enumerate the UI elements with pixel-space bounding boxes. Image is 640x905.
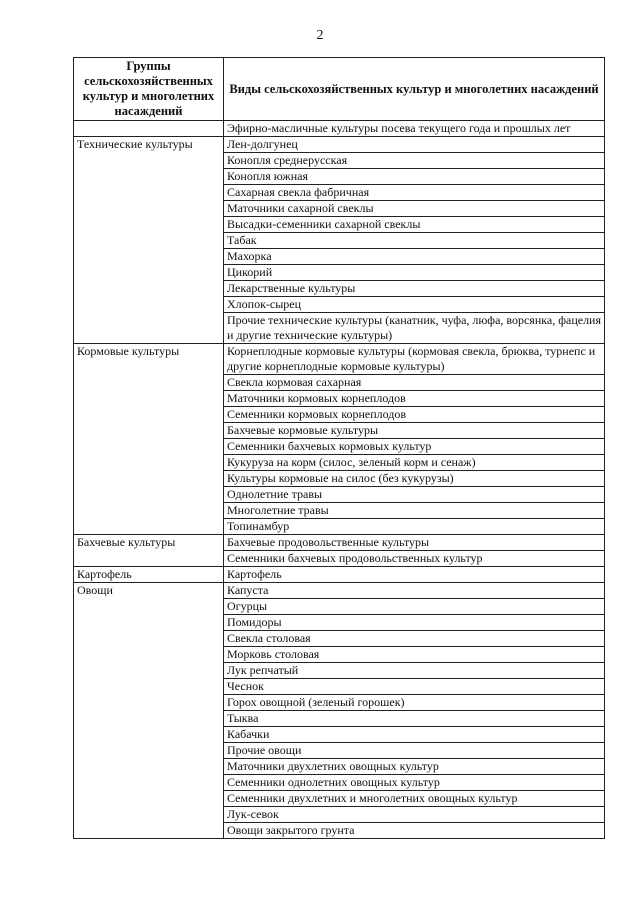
crop-kind-cell: Маточники двухлетних овощных культур	[224, 759, 605, 775]
table-row	[74, 185, 605, 201]
group-cell	[74, 297, 224, 313]
crop-kind-cell: Однолетние травы	[224, 487, 605, 503]
crop-kind-cell: Конопля южная	[224, 169, 605, 185]
table-row	[74, 535, 605, 551]
group-cell	[74, 169, 224, 185]
group-cell	[74, 423, 224, 439]
crop-kind-cell: Семенники бахчевых продовольственных культур	[224, 551, 605, 567]
crop-kind-cell: Конопля среднерусская	[224, 153, 605, 169]
table-row	[74, 519, 605, 535]
table-row	[74, 727, 605, 743]
table-body	[74, 121, 605, 839]
crop-kind-cell: Махорка	[224, 249, 605, 265]
group-cell: Картофель	[74, 567, 224, 583]
crop-kind-cell: Семенники однолетних овощных культур	[224, 775, 605, 791]
crop-kind-cell: Сахарная свекла фабричная	[224, 185, 605, 201]
group-cell	[74, 375, 224, 391]
crop-kind-cell: Высадки-семенники сахарной свеклы	[224, 217, 605, 233]
crop-kind-cell: Кукуруза на корм (силос, зеленый корм и сенаж)	[224, 455, 605, 471]
group-cell	[74, 217, 224, 233]
group-cell	[74, 743, 224, 759]
crop-kind-cell: Свекла столовая	[224, 631, 605, 647]
table-row	[74, 807, 605, 823]
group-cell	[74, 265, 224, 281]
table-row	[74, 137, 605, 153]
table-row	[74, 471, 605, 487]
crop-kind-cell: Прочие технические культуры (канатник, чуфа, люфа, ворсянка, фацелия и другие технические культуры)	[224, 313, 605, 344]
group-cell	[74, 615, 224, 631]
table-row	[74, 711, 605, 727]
group-cell	[74, 313, 224, 344]
group-cell	[74, 407, 224, 423]
group-cell	[74, 201, 224, 217]
table-row	[74, 583, 605, 599]
table-row	[74, 503, 605, 519]
group-cell	[74, 823, 224, 839]
table-row	[74, 169, 605, 185]
table-row	[74, 265, 605, 281]
group-cell	[74, 233, 224, 249]
crop-kind-cell: Маточники кормовых корнеплодов	[224, 391, 605, 407]
group-cell	[74, 695, 224, 711]
group-cell	[74, 439, 224, 455]
table-row	[74, 153, 605, 169]
table-row	[74, 647, 605, 663]
group-cell	[74, 711, 224, 727]
crop-kind-cell: Бахчевые продовольственные культуры	[224, 535, 605, 551]
group-cell: Кормовые культуры	[74, 344, 224, 375]
group-cell: Овощи	[74, 583, 224, 599]
group-cell	[74, 807, 224, 823]
table-row	[74, 663, 605, 679]
header-kinds: Виды сельскохозяйственных культур и многолетних насаждений	[224, 58, 605, 121]
crop-kind-cell: Картофель	[224, 567, 605, 583]
table-row	[74, 615, 605, 631]
table-row	[74, 249, 605, 265]
table-row	[74, 391, 605, 407]
table-row	[74, 759, 605, 775]
table-row	[74, 631, 605, 647]
table-row	[74, 775, 605, 791]
crop-kind-cell: Огурцы	[224, 599, 605, 615]
table-row	[74, 791, 605, 807]
group-cell	[74, 663, 224, 679]
group-cell	[74, 503, 224, 519]
table-row	[74, 313, 605, 344]
crop-kind-cell: Семенники двухлетних и многолетних овощных культур	[224, 791, 605, 807]
table-row	[74, 679, 605, 695]
table-row	[74, 297, 605, 313]
crop-kind-cell: Хлопок-сырец	[224, 297, 605, 313]
crop-kind-cell: Эфирно-масличные культуры посева текущего года и прошлых лет	[224, 121, 605, 137]
group-cell	[74, 519, 224, 535]
crop-kind-cell: Тыква	[224, 711, 605, 727]
crop-kind-cell: Цикорий	[224, 265, 605, 281]
group-cell	[74, 185, 224, 201]
crops-table	[73, 57, 605, 839]
table-row	[74, 599, 605, 615]
table-row	[74, 487, 605, 503]
table-row	[74, 695, 605, 711]
group-cell	[74, 455, 224, 471]
group-cell	[74, 791, 224, 807]
crop-kind-cell: Морковь столовая	[224, 647, 605, 663]
crop-kind-cell: Лен-долгунец	[224, 137, 605, 153]
crop-kind-cell: Чеснок	[224, 679, 605, 695]
table-row	[74, 423, 605, 439]
group-cell	[74, 679, 224, 695]
group-cell	[74, 471, 224, 487]
crop-kind-cell: Табак	[224, 233, 605, 249]
crop-kind-cell: Лук-севок	[224, 807, 605, 823]
crop-kind-cell: Кабачки	[224, 727, 605, 743]
table-row	[74, 551, 605, 567]
crop-kind-cell: Многолетние травы	[224, 503, 605, 519]
group-cell	[74, 121, 224, 137]
group-cell	[74, 775, 224, 791]
table-row	[74, 567, 605, 583]
group-cell	[74, 281, 224, 297]
table-row	[74, 217, 605, 233]
group-cell	[74, 647, 224, 663]
table-row	[74, 281, 605, 297]
table-row	[74, 823, 605, 839]
crop-kind-cell: Маточники сахарной свеклы	[224, 201, 605, 217]
crop-kind-cell: Лук репчатый	[224, 663, 605, 679]
group-cell: Технические культуры	[74, 137, 224, 153]
header-groups: Группы сельскохозяйственных культур и многолетних насаждений	[74, 58, 224, 121]
table-row	[74, 455, 605, 471]
table-row	[74, 121, 605, 137]
group-cell	[74, 551, 224, 567]
crop-kind-cell: Лекарственные культуры	[224, 281, 605, 297]
crop-kind-cell: Горох овощной (зеленый горошек)	[224, 695, 605, 711]
table-row	[74, 233, 605, 249]
group-cell	[74, 759, 224, 775]
crop-kind-cell: Свекла кормовая сахарная	[224, 375, 605, 391]
page-number: 2	[316, 28, 324, 43]
group-cell	[74, 631, 224, 647]
group-cell	[74, 249, 224, 265]
table-row	[74, 344, 605, 375]
table-row	[74, 743, 605, 759]
crop-kind-cell: Культуры кормовые на силос (без кукурузы)	[224, 471, 605, 487]
crop-kind-cell: Капуста	[224, 583, 605, 599]
crop-kind-cell: Помидоры	[224, 615, 605, 631]
crop-kind-cell: Топинамбур	[224, 519, 605, 535]
crop-kind-cell: Семенники кормовых корнеплодов	[224, 407, 605, 423]
crop-kind-cell: Бахчевые кормовые культуры	[224, 423, 605, 439]
group-cell: Бахчевые культуры	[74, 535, 224, 551]
group-cell	[74, 727, 224, 743]
table-header-row	[74, 58, 605, 121]
crop-kind-cell: Семенники бахчевых кормовых культур	[224, 439, 605, 455]
group-cell	[74, 153, 224, 169]
crop-kind-cell: Корнеплодные кормовые культуры (кормовая свекла, брюква, турнепс и другие корнеплодные кормовые культуры)	[224, 344, 605, 375]
table-row	[74, 439, 605, 455]
crop-kind-cell: Овощи закрытого грунта	[224, 823, 605, 839]
table-row	[74, 407, 605, 423]
table-row	[74, 375, 605, 391]
group-cell	[74, 487, 224, 503]
group-cell	[74, 391, 224, 407]
group-cell	[74, 599, 224, 615]
table-row	[74, 201, 605, 217]
crop-kind-cell: Прочие овощи	[224, 743, 605, 759]
